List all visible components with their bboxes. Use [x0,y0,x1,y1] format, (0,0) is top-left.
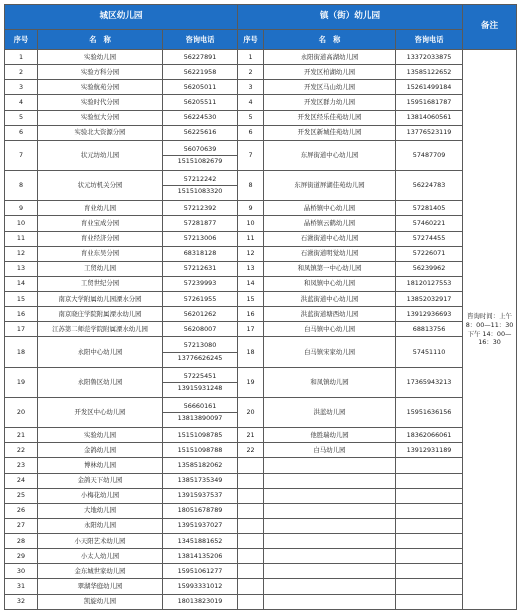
town-kindergarten-name [264,518,396,533]
city-kindergarten-name: 育业经济分园 [38,231,163,246]
town-row-number [238,534,264,549]
town-phone-number: 57487709 [396,140,463,170]
city-phone-cell [163,443,238,458]
city-phone-number: 15151098785 [177,430,223,439]
town-phone-number: 68813756 [396,322,463,337]
town-kindergarten-name: 永阳街道高湖幼儿园 [264,50,396,65]
city-row-number: 26 [5,503,38,518]
city-row-number: 24 [5,473,38,488]
city-kindergarten-name: 南京晓庄学院附属溧水幼儿园 [38,307,163,322]
city-row-number: 29 [5,549,38,564]
city-row-number: 16 [5,307,38,322]
city-phone-cell [163,503,238,518]
town-kindergarten-name: 晶桥镇云鹤幼儿园 [264,216,396,231]
town-phone-number: 13852032917 [396,292,463,307]
town-kindergarten-name: 和凤镇第一中心幼儿园 [264,261,396,276]
town-row-number: 12 [238,246,264,261]
city-phone-cell [163,534,238,549]
town-row-number: 8 [238,171,264,201]
city-no-header: 序号 [5,30,38,50]
city-phone-number: 56205511 [183,97,217,106]
town-row-number: 9 [238,201,264,216]
town-kindergarten-name: 和凤镇幼儿园 [264,367,396,397]
city-row-number: 11 [5,231,38,246]
city-row-number: 14 [5,276,38,291]
city-row-number: 10 [5,216,38,231]
city-phone-cell [163,488,238,503]
town-kindergarten-name [264,594,396,609]
city-name-header: 名 称 [38,30,163,50]
city-phone-cell [163,549,238,564]
table-row [5,292,517,307]
town-phone-number: 57281405 [396,201,463,216]
table-row [5,488,517,503]
city-phone-cell [163,95,238,110]
town-row-number: 11 [238,231,264,246]
town-kindergarten-name: 白马镇宋家幼儿园 [264,337,396,367]
town-kindergarten-name [264,534,396,549]
city-phone-number: 56227891 [183,52,217,61]
town-phone-number: 18362066061 [396,428,463,443]
town-phone-number [396,564,463,579]
table-row [5,171,517,201]
table-row [5,110,517,125]
city-kindergarten-name: 实验时代分园 [38,95,163,110]
city-phone-number: 13814135206 [177,551,223,560]
city-row-number: 21 [5,428,38,443]
city-phone-cell [163,307,238,322]
city-phone-cell [163,50,238,65]
city-kindergarten-name: 小梅花幼儿园 [38,488,163,503]
table-row [5,125,517,140]
city-row-number: 23 [5,458,38,473]
table-row [5,95,517,110]
table-row [5,231,517,246]
city-kindergarten-name: 实验航苑分园 [38,80,163,95]
town-phone-number: 56239962 [396,261,463,276]
city-phone-number: 56070639 [183,144,217,153]
city-kindergarten-name: 育业东吴分园 [38,246,163,261]
city-kindergarten-name: 博林幼儿园 [38,458,163,473]
table-row [5,50,517,65]
town-row-number: 5 [238,110,264,125]
city-phone-cell [163,579,238,594]
city-section-header: 城区幼儿园 [5,5,238,30]
table-row [5,428,517,443]
city-phone-cell [163,110,238,125]
city-kindergarten-name: 凯旋幼儿园 [38,594,163,609]
city-phone-number: 56205011 [183,82,217,91]
town-kindergarten-name: 洪蓝街道塘西幼儿园 [264,307,396,322]
town-phone-number [396,458,463,473]
city-phone-cell [163,564,238,579]
town-kindergarten-name: 开发区经乐佳苑幼儿园 [264,110,396,125]
town-row-number: 16 [238,307,264,322]
town-row-number: 19 [238,367,264,397]
city-phone-number: 56208007 [183,324,217,333]
town-kindergarten-name: 和凤镇中心幼儿园 [264,276,396,291]
town-phone-header: 咨询电话 [396,30,463,50]
city-phone-number: 13851735349 [177,476,223,485]
town-kindergarten-name [264,579,396,594]
town-phone-number: 57460221 [396,216,463,231]
city-phone-number: 57213080 [183,341,217,350]
city-row-number: 2 [5,65,38,80]
city-kindergarten-name: 大地幼儿园 [38,503,163,518]
city-kindergarten-name: 状元坊幼儿园 [38,140,163,170]
town-row-number [238,564,264,579]
town-row-number [238,594,264,609]
city-phone-cell [163,171,238,201]
table-row [5,367,517,397]
table-row [5,140,517,170]
city-row-number: 7 [5,140,38,170]
city-row-number: 28 [5,534,38,549]
town-kindergarten-name: 洪蓝幼儿园 [264,397,396,427]
city-kindergarten-name: 永阳中心幼儿园 [38,337,163,367]
city-kindergarten-name: 实验恒大分园 [38,110,163,125]
city-row-number: 20 [5,397,38,427]
city-row-number: 19 [5,367,38,397]
town-kindergarten-name: 晶桥镇中心幼儿园 [264,201,396,216]
city-row-number: 3 [5,80,38,95]
city-phone-number: 15151082679 [163,155,237,167]
town-row-number: 6 [238,125,264,140]
table-row [5,534,517,549]
table-row [5,80,517,95]
city-phone-number: 18013823019 [177,597,223,606]
town-phone-number [396,518,463,533]
city-kindergarten-name: 江苏第二师范学院附属溧水幼儿园 [38,322,163,337]
town-row-number: 17 [238,322,264,337]
town-row-number: 3 [238,80,264,95]
table-row [5,337,517,367]
town-row-number [238,458,264,473]
town-phone-number: 56224783 [396,171,463,201]
city-kindergarten-name: 工贸幼儿园 [38,261,163,276]
town-kindergarten-name: 东屏街道中心幼儿园 [264,140,396,170]
city-phone-cell [163,140,238,170]
town-kindergarten-name: 开发区马山幼儿园 [264,80,396,95]
city-phone-number: 57281877 [183,218,217,227]
city-kindergarten-name: 小太人幼儿园 [38,549,163,564]
town-phone-number: 13585122652 [396,65,463,80]
city-kindergarten-name: 翠湖华庭幼儿园 [38,579,163,594]
city-phone-number: 56224530 [183,113,217,122]
city-phone-number: 57212392 [183,203,217,212]
city-phone-number: 56660161 [183,402,217,411]
town-kindergarten-name [264,458,396,473]
city-phone-cell [163,594,238,609]
town-kindergarten-name [264,564,396,579]
town-kindergarten-name [264,488,396,503]
town-kindergarten-name: 他胜瑞幼儿园 [264,428,396,443]
city-phone-number: 57239993 [183,279,217,288]
town-phone-number: 13814060561 [396,110,463,125]
city-phone-cell [163,125,238,140]
city-kindergarten-name: 实验幼儿园 [38,428,163,443]
city-phone-cell [163,367,238,397]
city-phone-cell [163,65,238,80]
town-row-number: 7 [238,140,264,170]
city-row-number: 4 [5,95,38,110]
city-row-number: 1 [5,50,38,65]
city-kindergarten-name: 状元坊机关分园 [38,171,163,201]
city-phone-number: 13915937537 [177,491,223,500]
city-row-number: 17 [5,322,38,337]
town-phone-number: 15951681787 [396,95,463,110]
city-phone-number: 56225616 [183,128,217,137]
city-row-number: 13 [5,261,38,276]
city-kindergarten-name: 育业宝成分园 [38,216,163,231]
city-phone-cell [163,292,238,307]
table-row [5,564,517,579]
city-phone-number: 57261955 [183,294,217,303]
town-phone-number: 57274455 [396,231,463,246]
city-phone-number: 57212242 [183,175,217,184]
table-row [5,201,517,216]
city-phone-cell [163,428,238,443]
city-kindergarten-name: 实验北大资源分园 [38,125,163,140]
town-kindergarten-name: 洪蓝街道中心幼儿园 [264,292,396,307]
city-phone-cell [163,518,238,533]
table-body [5,50,517,610]
town-phone-number [396,594,463,609]
town-row-number: 13 [238,261,264,276]
town-phone-number: 13776523119 [396,125,463,140]
table-row [5,397,517,427]
town-row-number: 21 [238,428,264,443]
table-row [5,473,517,488]
city-kindergarten-name: 南京大学附属幼儿园溧水分园 [38,292,163,307]
city-phone-number: 13451881652 [177,536,223,545]
town-row-number [238,549,264,564]
city-kindergarten-name: 开发区中心幼儿园 [38,397,163,427]
city-kindergarten-name: 永阳幼儿园 [38,518,163,533]
town-phone-number [396,503,463,518]
city-phone-cell [163,246,238,261]
city-phone-number: 15993331012 [177,581,223,590]
town-row-number: 15 [238,292,264,307]
city-phone-number: 15151098788 [177,445,223,454]
town-row-number: 1 [238,50,264,65]
table-row [5,216,517,231]
city-kindergarten-name: 实验方科分园 [38,65,163,80]
table-row [5,307,517,322]
town-row-number: 10 [238,216,264,231]
city-row-number: 9 [5,201,38,216]
town-row-number: 14 [238,276,264,291]
town-phone-number [396,534,463,549]
town-row-number [238,488,264,503]
town-row-number: 20 [238,397,264,427]
city-phone-number: 15151083320 [163,185,237,197]
town-kindergarten-name: 白马幼儿园 [264,443,396,458]
table-row [5,276,517,291]
town-phone-number: 17365943213 [396,367,463,397]
city-phone-header: 咨询电话 [163,30,238,50]
city-phone-number: 57213006 [183,234,217,243]
city-phone-cell [163,322,238,337]
city-phone-cell [163,458,238,473]
town-row-number: 22 [238,443,264,458]
city-row-number: 30 [5,564,38,579]
city-row-number: 18 [5,337,38,367]
city-phone-number: 56221958 [183,67,217,76]
city-phone-number: 15951061277 [177,566,223,575]
town-row-number [238,579,264,594]
table-row [5,579,517,594]
city-row-number: 6 [5,125,38,140]
city-phone-number: 18051678789 [177,506,223,515]
town-row-number: 4 [238,95,264,110]
table-row [5,322,517,337]
town-phone-number: 57226071 [396,246,463,261]
city-phone-number: 57225451 [183,371,217,380]
city-row-number: 12 [5,246,38,261]
table-row [5,261,517,276]
town-kindergarten-name: 开发区群力幼儿园 [264,95,396,110]
city-phone-cell [163,473,238,488]
town-kindergarten-name [264,473,396,488]
town-kindergarten-name: 白马镇中心幼儿园 [264,322,396,337]
city-phone-number: 13951937027 [177,521,223,530]
town-phone-number [396,473,463,488]
table-row [5,549,517,564]
city-kindergarten-name: 永阳鲁区幼儿园 [38,367,163,397]
town-row-number [238,473,264,488]
town-no-header: 序号 [238,30,264,50]
table-row [5,443,517,458]
city-row-number: 31 [5,579,38,594]
town-phone-number [396,488,463,503]
town-phone-number: 15261499184 [396,80,463,95]
city-row-number: 5 [5,110,38,125]
city-row-number: 22 [5,443,38,458]
city-phone-cell [163,231,238,246]
town-phone-number: 13912931189 [396,443,463,458]
city-row-number: 27 [5,518,38,533]
city-kindergarten-name: 小天阳艺术幼儿园 [38,534,163,549]
town-row-number: 18 [238,337,264,367]
city-kindergarten-name: 金鸽幼儿园 [38,443,163,458]
city-phone-number: 68318128 [183,249,217,258]
town-row-number: 2 [238,65,264,80]
city-kindergarten-name: 工贸世纪分园 [38,276,163,291]
city-kindergarten-name: 育业幼儿园 [38,201,163,216]
city-phone-number: 13776626245 [163,352,237,364]
town-kindergarten-name: 开发区新城佳苑幼儿园 [264,125,396,140]
city-phone-cell [163,201,238,216]
town-name-header: 名 称 [264,30,396,50]
town-phone-number [396,549,463,564]
town-kindergarten-name: 开发区柏湖幼儿园 [264,65,396,80]
town-phone-number: 13912936693 [396,307,463,322]
city-row-number: 8 [5,171,38,201]
town-kindergarten-name: 石湫街道中心幼儿园 [264,231,396,246]
city-kindergarten-name: 金东城世家幼儿园 [38,564,163,579]
city-phone-cell [163,80,238,95]
table-row [5,246,517,261]
town-row-number [238,518,264,533]
table-row [5,503,517,518]
town-phone-number [396,579,463,594]
city-row-number: 15 [5,292,38,307]
town-phone-number: 15951636156 [396,397,463,427]
town-phone-number: 18120127553 [396,276,463,291]
remarks-header: 备注 [463,5,517,50]
city-row-number: 32 [5,594,38,609]
town-kindergarten-name [264,549,396,564]
table-row [5,518,517,533]
city-phone-cell [163,276,238,291]
kindergarten-contact-table [4,4,517,610]
table-row [5,65,517,80]
consult-hours-note: 咨询时间：上午 8：00—11：30 下午 14：00—16：30 [463,50,517,610]
city-phone-cell [163,337,238,367]
city-kindergarten-name: 金鸽天下幼儿园 [38,473,163,488]
city-phone-number: 13813890097 [163,412,237,424]
town-phone-number: 57451110 [396,337,463,367]
city-phone-number: 57212631 [183,264,217,273]
table-row [5,594,517,609]
table-row [5,458,517,473]
city-phone-cell [163,261,238,276]
town-kindergarten-name: 石湫街道明觉幼儿园 [264,246,396,261]
town-section-header: 镇（街）幼儿园 [238,5,463,30]
town-phone-number: 13372033875 [396,50,463,65]
city-phone-number: 13585182062 [177,460,223,469]
city-phone-cell [163,216,238,231]
town-kindergarten-name [264,503,396,518]
city-phone-number: 56201262 [183,309,217,318]
city-phone-number: 13915931248 [163,382,237,394]
city-row-number: 25 [5,488,38,503]
city-kindergarten-name: 实验幼儿园 [38,50,163,65]
town-row-number [238,503,264,518]
city-phone-cell [163,397,238,427]
town-kindergarten-name: 东屏街道屏湖佳苑幼儿园 [264,171,396,201]
